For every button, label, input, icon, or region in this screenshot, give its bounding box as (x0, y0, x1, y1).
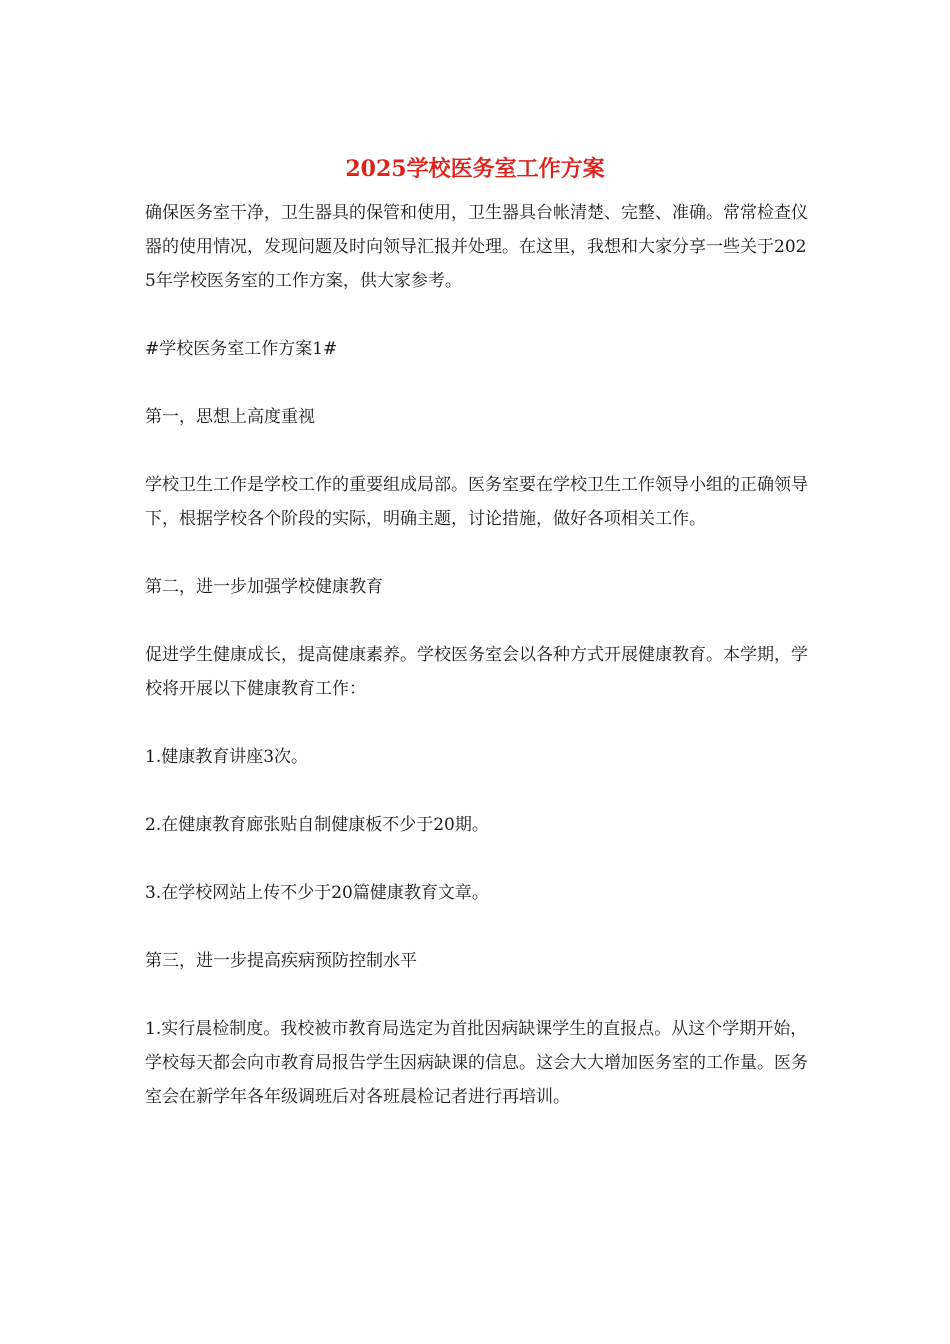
list-item: 2.在健康教育廊张贴自制健康板不少于20期。 (145, 815, 489, 835)
section-heading-plan-1: #学校医务室工作方案1# (145, 339, 338, 359)
intro-paragraph: 确保医务室干净，卫生器具的保管和使用，卫生器具台帐清楚、完整、准确。常常检查仪器的使用情况，发现问题及时向领导汇报并处理。在这里，我想和大家分享一些关于2025年学校医务室的工作方案，供大家参考。 (145, 203, 808, 291)
list-item: 3.在学校网站上传不少于20篇健康教育文章。 (145, 883, 489, 903)
body-paragraph: 促进学生健康成长，提高健康素养。学校医务室会以各种方式开展健康教育。本学期，学校将开展以下健康教育工作： (145, 645, 808, 699)
document-title: 2025学校医务室工作方案 (345, 156, 605, 182)
subheading-first: 第一，思想上高度重视 (145, 407, 315, 427)
document-body (145, 196, 810, 1114)
subheading-third: 第三，进一步提高疾病预防控制水平 (145, 951, 417, 971)
list-item: 1.健康教育讲座3次。 (145, 747, 309, 767)
body-paragraph: 学校卫生工作是学校工作的重要组成局部。医务室要在学校卫生工作领导小组的正确领导下，根据学校各个阶段的实际，明确主题，讨论措施，做好各项相关工作。 (145, 475, 808, 529)
body-paragraph: 1.实行晨检制度。我校被市教育局选定为首批因病缺课学生的直报点。从这个学期开始，学校每天都会向市教育局报告学生因病缺课的信息。这会大大增加医务室的工作量。医务室会在新学年各年级调班后对各班晨检记者进行再培训。 (145, 1019, 808, 1107)
subheading-second: 第二，进一步加强学校健康教育 (145, 577, 383, 597)
